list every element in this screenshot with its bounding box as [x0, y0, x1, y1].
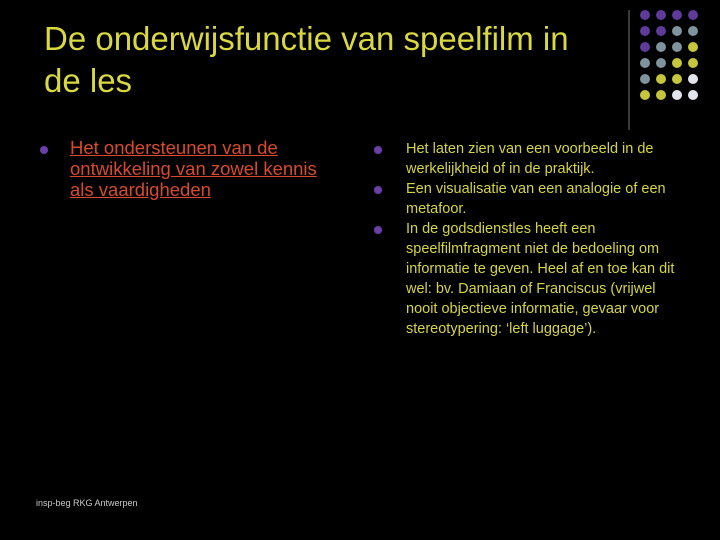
slide-title: De onderwijsfunctie van speelfilm in de les — [44, 20, 569, 99]
divider-line — [628, 10, 630, 130]
decorative-dot — [688, 42, 698, 52]
bullet-icon — [374, 146, 382, 154]
decorative-dot — [640, 10, 650, 20]
list-item — [380, 139, 680, 179]
bullet-icon — [374, 186, 382, 194]
decorative-dot — [656, 26, 666, 36]
decorative-dot — [656, 58, 666, 68]
decorative-dot — [688, 90, 698, 100]
decorative-dot — [640, 26, 650, 36]
decorative-dot — [688, 74, 698, 84]
bullet-text: Het laten zien van een voorbeeld in de werkelijkheid of in de praktijk. — [406, 141, 654, 177]
decorative-dot — [640, 90, 650, 100]
decorative-dot — [672, 10, 682, 20]
bullet-text: In de godsdienstles heeft een speelfilmfragment niet de bedoeling om informatie te geven. Heel af en toe kan dit wel: bv. Damiaan of Franciscus (vrijwel nooit objectieve informatie, gevaar voor stereotypering: ‘left luggage’). — [406, 221, 675, 337]
bullet-icon — [40, 146, 48, 154]
decorative-dot — [656, 10, 666, 20]
decorative-dot — [672, 58, 682, 68]
decorative-dot — [656, 42, 666, 52]
decorative-dot — [656, 74, 666, 84]
list-item[interactable] — [44, 138, 344, 201]
decorative-dot — [656, 90, 666, 100]
footer-text: insp-beg RKG Antwerpen — [36, 498, 138, 508]
decorative-dot — [640, 58, 650, 68]
decorative-dot — [672, 26, 682, 36]
decorative-dot — [688, 10, 698, 20]
decorative-dot — [688, 26, 698, 36]
decorative-dot — [672, 42, 682, 52]
decorative-dot — [672, 74, 682, 84]
decorative-dot — [640, 42, 650, 52]
bullet-icon — [374, 226, 382, 234]
list-item — [380, 179, 680, 219]
bullet-text: Een visualisatie van een analogie of een metafoor. — [406, 181, 666, 217]
right-column — [380, 139, 680, 339]
decorative-dot — [640, 74, 650, 84]
left-column — [44, 138, 344, 201]
decorative-dot — [688, 58, 698, 68]
dot-grid-decoration — [640, 10, 718, 110]
decorative-dot — [672, 90, 682, 100]
list-item — [380, 219, 680, 339]
link-text[interactable]: Het ondersteunen van de ontwikkeling van zowel kennis als vaardigheden — [70, 137, 317, 200]
